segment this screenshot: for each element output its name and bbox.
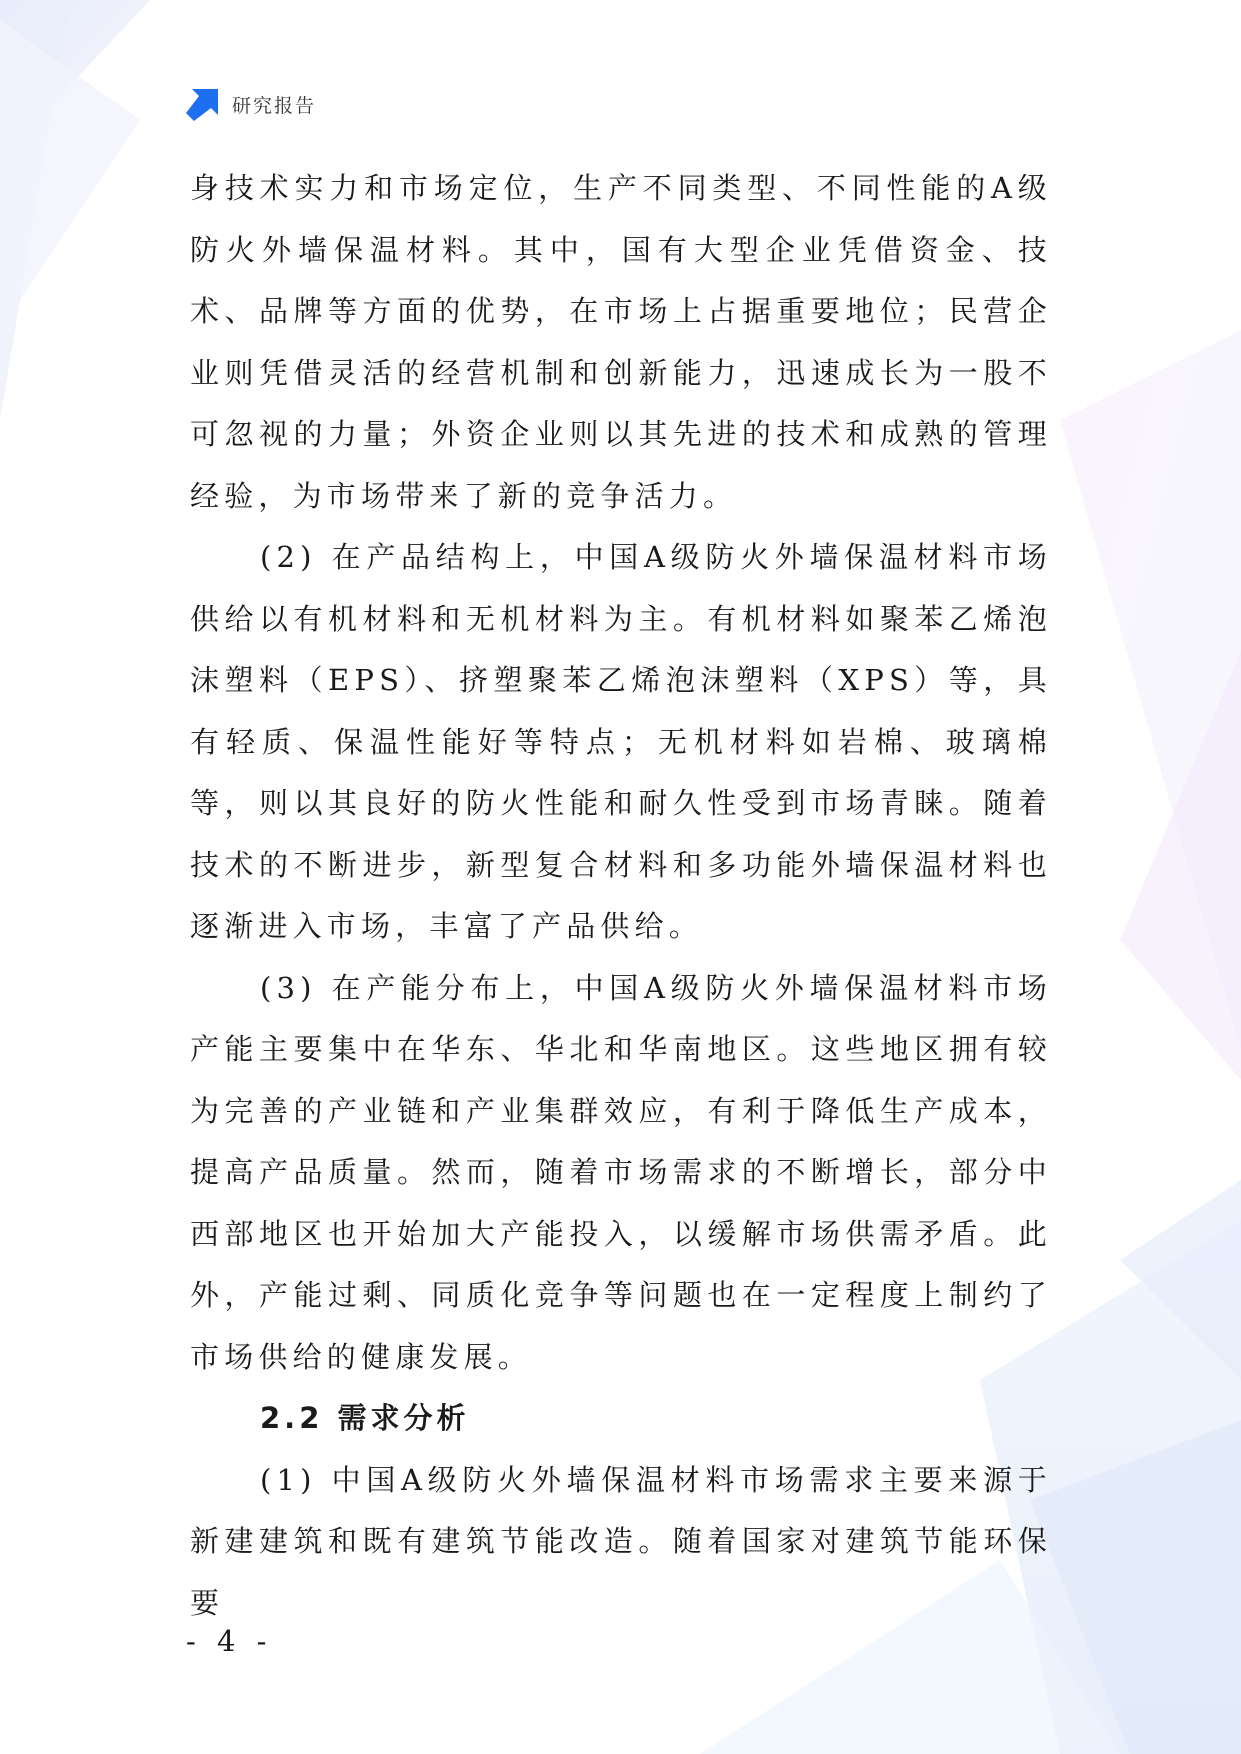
paragraph-demand: (1) 中国A级防火外墙保温材料市场需求主要来源于新建建筑和既有建筑节能改造。随着国家对建筑节能环保要 <box>190 1462 1052 1620</box>
paragraph-continuation: 身技术实力和市场定位，生产不同类型、不同性能的A级防火外墙保温材料。其中，国有大型企业凭借资金、技术、品牌等方面的优势，在市场上占据重要地位；民营企业则凭借灵活的经营机制和创新能力，迅速成长为一股不可忽视的力量；外资企业则以其先进的技术和成熟的管理经验，为市场带来了新的竞争活力。 <box>190 171 1052 513</box>
page-number: - 4 - <box>186 1624 273 1658</box>
document-body <box>190 158 1052 1634</box>
report-header <box>186 86 316 122</box>
paragraph-product-structure: (2) 在产品结构上，中国A级防火外墙保温材料市场供给以有机材料和无机材料为主。有机材料如聚苯乙烯泡沫塑料（EPS）、挤塑聚苯乙烯泡沫塑料（XPS）等，具有轻质、保温性能好等特点；无机材料如岩棉、玻璃棉等，则以其良好的防火性能和耐久性受到市场青睐。随着技术的不断进步，新型复合材料和多功能外墙保温材料也逐渐进入市场，丰富了产品供给。 <box>190 540 1052 943</box>
arrow-up-right-icon <box>186 87 220 121</box>
header-title: 研究报告 <box>232 94 317 117</box>
paragraph-capacity-distribution: (3) 在产能分布上，中国A级防火外墙保温材料市场产能主要集中在华东、华北和华南地区。这些地区拥有较为完善的产业链和产业集群效应，有利于降低生产成本，提高产品质量。然而，随着市场需求的不断增长，部分中西部地区也开始加大产能投入，以缓解市场供需矛盾。此外，产能过剩、同质化竞争等问题也在一定程度上制约了市场供给的健康发展。 <box>190 970 1052 1374</box>
section-heading: 2.2 需求分析 <box>260 1401 470 1435</box>
